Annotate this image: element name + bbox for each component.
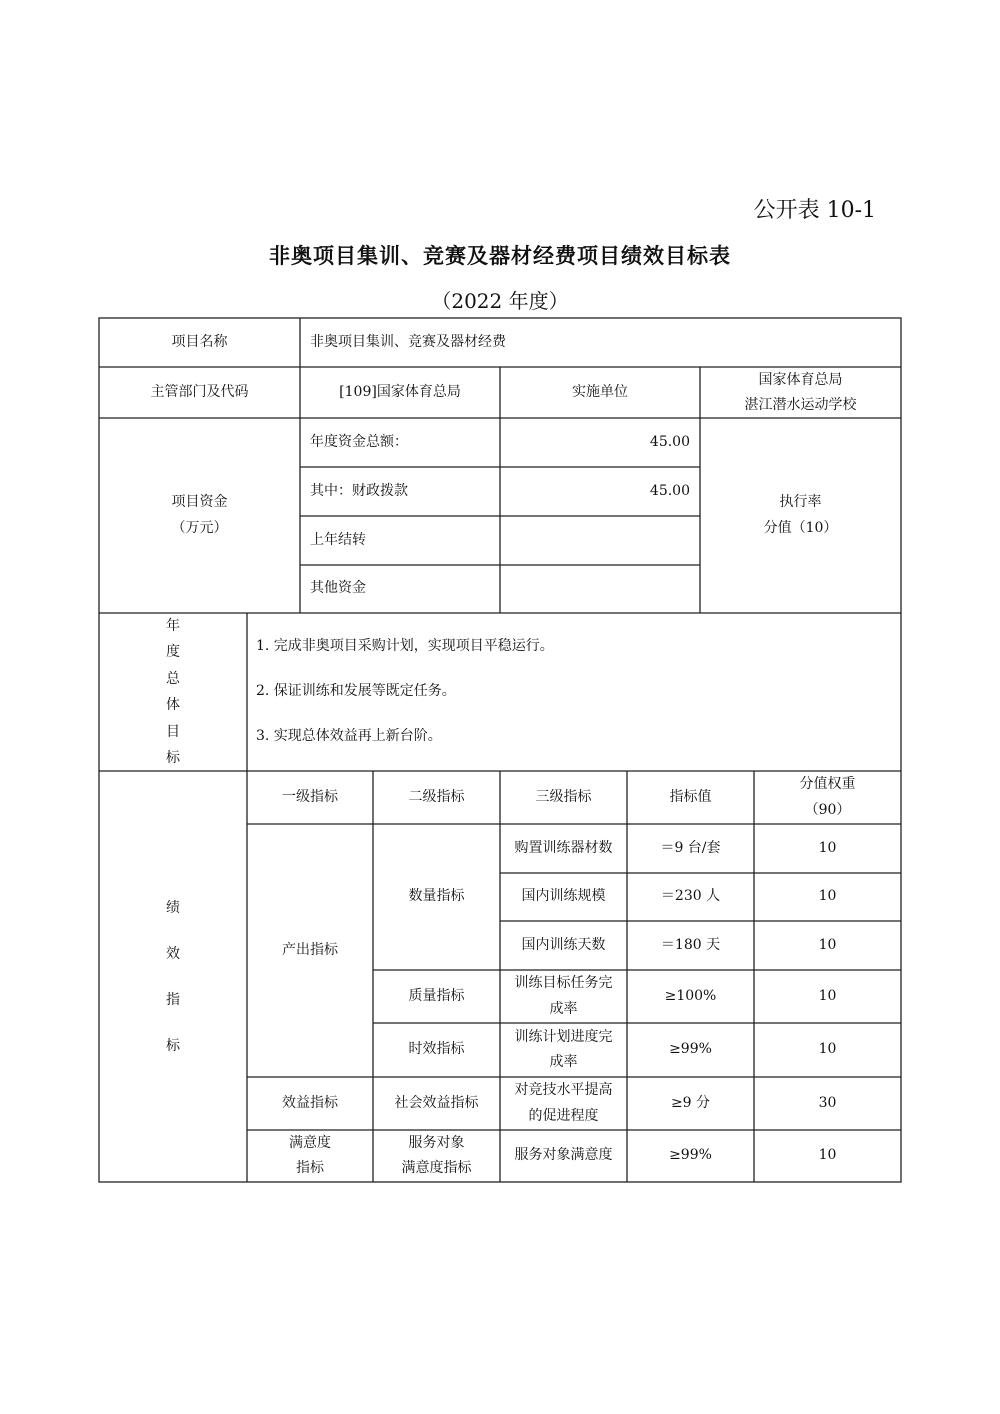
level1-output: 产出指标 <box>282 941 338 958</box>
funds-fiscal-label: 其中：财政拨款 <box>310 482 408 499</box>
implementer-label: 实施单位 <box>572 383 628 400</box>
funds-total-value: 45.00 <box>649 433 690 450</box>
year-subtitle: （2022 年度） <box>431 289 569 313</box>
table-row-weight: 10 <box>818 888 837 905</box>
table-row-value: ＝230 人 <box>660 888 721 905</box>
table-row-l3: 对竞技水平提高 的促进程度 <box>514 1082 613 1124</box>
funds-fiscal-value: 45.00 <box>649 482 690 499</box>
funds-label: 项目资金 （万元） <box>171 494 228 536</box>
header-weight: 分值权重 （90） <box>799 776 856 818</box>
header-level3: 三级指标 <box>535 788 592 805</box>
table-row-value: ≥100% <box>664 987 717 1004</box>
table-row-weight: 10 <box>818 1041 837 1058</box>
execution-rate-label: 执行率 分值（10） <box>763 494 838 536</box>
department-value: [109]国家体育总局 <box>339 383 461 400</box>
table-row-l3: 服务对象满意度 <box>514 1147 613 1164</box>
table-row-weight: 10 <box>818 1147 837 1164</box>
table-row-l3: 训练目标任务完 成率 <box>514 975 613 1017</box>
funds-carryover-label: 上年结转 <box>310 531 366 548</box>
funds-carryover-value <box>500 516 700 565</box>
header-value: 指标值 <box>669 788 712 805</box>
level2-social-benefit: 社会效益指标 <box>394 1094 479 1111</box>
annual-goals-label: 年 度 总 体 目 标 <box>166 617 180 766</box>
performance-label: 绩 效 指 标 <box>166 899 180 1054</box>
table-row-weight: 10 <box>818 936 837 953</box>
table-row-weight: 10 <box>818 839 837 856</box>
goal-item: 2. 保证训练和发展等既定任务。 <box>256 683 456 699</box>
table-row-value: ＝180 天 <box>660 936 721 953</box>
table-row-value: ≥9 分 <box>670 1094 711 1111</box>
funds-other-value <box>500 565 700 613</box>
project-name-label: 项目名称 <box>171 333 228 350</box>
page-title: 非奥项目集训、竞赛及器材经费项目绩效目标表 <box>269 244 731 268</box>
header-level2: 二级指标 <box>408 788 465 805</box>
annual-goals-list <box>256 632 876 767</box>
document-number: 公开表 10-1 <box>753 198 876 223</box>
funds-total-label: 年度资金总额： <box>310 433 408 450</box>
goal-item: 3. 实现总体效益再上新台阶。 <box>256 728 442 744</box>
table-row-l3: 购置训练器材数 <box>514 839 613 856</box>
table-row-value: ＝9 台/套 <box>660 839 721 856</box>
table-row-weight: 30 <box>818 1094 837 1111</box>
table-row-l3: 国内训练规模 <box>521 888 606 905</box>
level1-satisfaction: 满意度 指标 <box>289 1134 331 1176</box>
table-row-weight: 10 <box>818 987 837 1004</box>
level1-benefit: 效益指标 <box>282 1094 338 1111</box>
funds-other-label: 其他资金 <box>310 580 366 597</box>
level2-quality: 质量指标 <box>408 987 465 1004</box>
table-row-value: ≥99% <box>669 1041 712 1058</box>
project-name-value: 非奥项目集训、竞赛及器材经费 <box>310 333 506 350</box>
implementer-value: 国家体育总局 湛江潜水运动学校 <box>744 372 857 413</box>
department-label: 主管部门及代码 <box>150 383 249 400</box>
level2-timeliness: 时效指标 <box>408 1041 465 1058</box>
header-level1: 一级指标 <box>282 788 338 805</box>
goal-item: 1. 完成非奥项目采购计划，实现项目平稳运行。 <box>256 638 554 654</box>
level2-service-satisfaction: 服务对象 满意度指标 <box>401 1134 472 1176</box>
level2-quantity: 数量指标 <box>408 888 465 905</box>
table-row-value: ≥99% <box>669 1147 712 1164</box>
table-row-l3: 国内训练天数 <box>521 936 606 953</box>
table-row-l3: 训练计划进度完 成率 <box>514 1028 613 1070</box>
